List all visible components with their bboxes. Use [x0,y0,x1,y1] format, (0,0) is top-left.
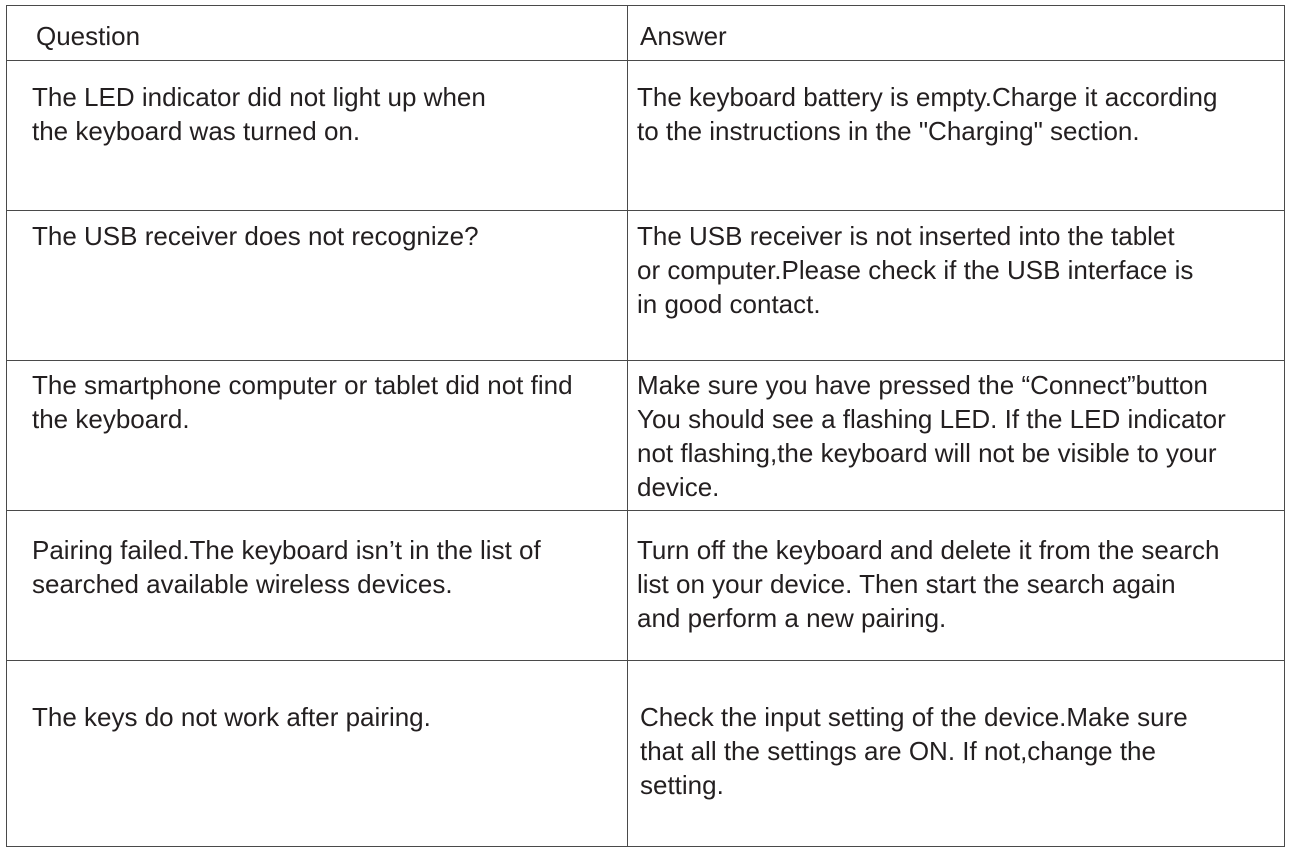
question-cell [7,361,628,511]
question-line: searched available wireless devices. [32,569,453,599]
header-question: Question [36,21,141,51]
answer-line: and perform a new pairing. [637,603,947,633]
answer-line: setting. [640,770,724,800]
question-line: The smartphone computer or tablet did not find [32,370,573,400]
answer-line: You should see a flashing LED. If the LED indicator [637,404,1226,434]
question-line: The USB receiver does not recognize? [32,221,479,251]
table-row [7,211,1285,361]
answer-line: that all the settings are ON. If not,change the [640,736,1156,766]
answer-line: list on your device. Then start the search again [637,569,1176,599]
question-line: the keyboard. [32,404,190,434]
answer-line: or computer.Please check if the USB interface is [637,255,1194,285]
answer-line: to the instructions in the "Charging" section. [637,116,1140,146]
answer-line: not flashing,the keyboard will not be visible to your [637,438,1217,468]
answer-cell [628,511,1285,661]
table-row [7,511,1285,661]
question-line: The keys do not work after pairing. [32,702,431,732]
question-cell [7,511,628,661]
answer-cell [628,361,1285,511]
answer-line: Check the input setting of the device.Make sure [640,702,1188,732]
answer-line: device. [637,472,720,502]
question-cell [7,61,628,211]
answer-line: Turn off the keyboard and delete it from the search [637,535,1220,565]
answer-line: The USB receiver is not inserted into the tablet [637,221,1175,251]
table-header-row [7,6,1285,61]
answer-line: in good contact. [637,289,821,319]
header-answer-cell [628,6,1285,61]
question-line: Pairing failed.The keyboard isn’t in the list of [32,535,541,565]
answer-cell [628,61,1285,211]
question-cell [7,661,628,847]
header-answer: Answer [640,21,727,51]
answer-line: The keyboard battery is empty.Charge it according [637,82,1218,112]
answer-line: Make sure you have pressed the “Connect”button [637,370,1208,400]
answer-cell [628,661,1285,847]
table-row [7,361,1285,511]
question-line: the keyboard was turned on. [32,116,361,146]
header-question-cell [7,6,628,61]
question-cell [7,211,628,361]
table-row [7,61,1285,211]
answer-cell [628,211,1285,361]
table-row [7,661,1285,847]
question-line: The LED indicator did not light up when [32,82,486,112]
faq-table [6,5,1285,847]
